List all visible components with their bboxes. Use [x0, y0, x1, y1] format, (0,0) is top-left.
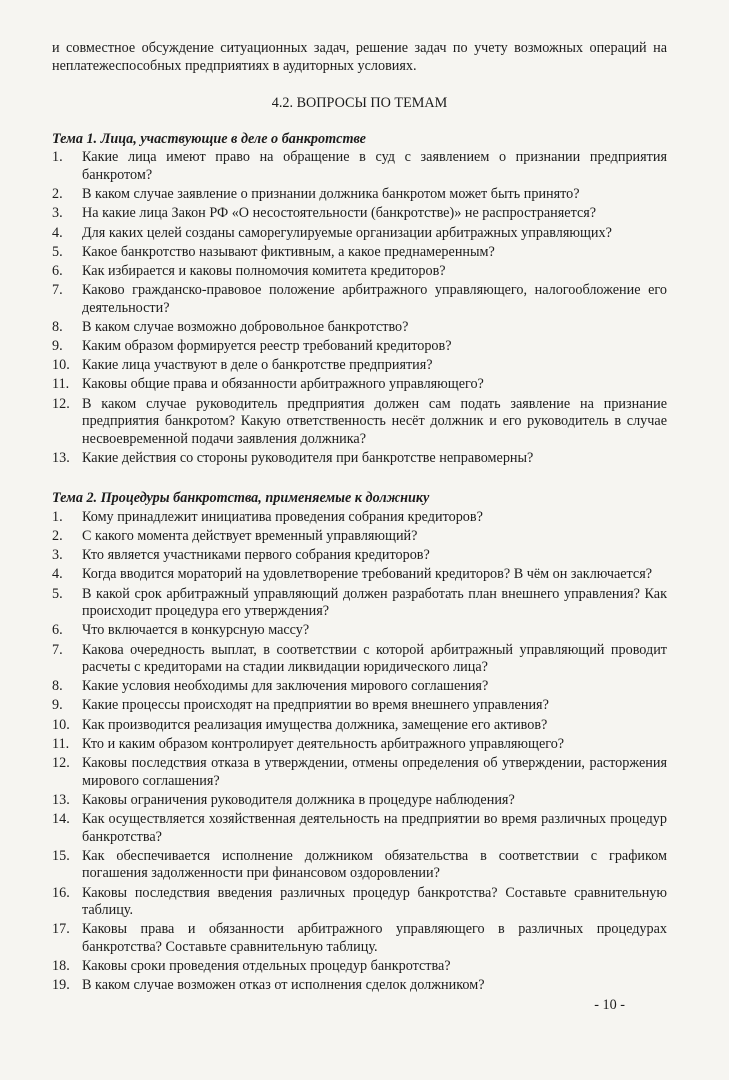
question-number: 12.	[52, 395, 70, 412]
question-number: 11.	[52, 735, 70, 752]
question-number: 10.	[52, 716, 70, 733]
question-text: Какие условия необходимы для заключения мирового соглашения?	[82, 678, 489, 695]
question-item	[52, 528, 667, 546]
question-text: В каком случае возможно добровольное банкротство?	[82, 318, 409, 335]
question-item	[52, 319, 667, 337]
topic-2	[52, 490, 667, 995]
question-item	[52, 450, 667, 468]
question-item	[52, 792, 667, 810]
question-item	[52, 205, 667, 223]
question-number: 5.	[52, 243, 63, 260]
topic-1	[52, 131, 667, 468]
spacer	[52, 469, 667, 490]
topic-2-title: Тема 2. Процедуры банкротства, применяемые к должнику	[52, 490, 430, 507]
question-text: Каковы общие права и обязанности арбитражного управляющего?	[82, 376, 484, 393]
question-text: Какие лица участвуют в деле о банкротстве предприятия?	[82, 357, 433, 374]
question-text: В каком случае возможен отказ от исполнения сделок должником?	[82, 977, 485, 994]
question-number: 4.	[52, 224, 63, 241]
question-item	[52, 566, 667, 584]
question-item	[52, 149, 667, 184]
question-item	[52, 282, 667, 317]
question-item	[52, 338, 667, 356]
question-text: Какие лица имеют право на обращение в суд с заявлением о признании предприятия банкротом?	[82, 149, 667, 183]
question-number: 3.	[52, 205, 63, 222]
question-item	[52, 697, 667, 715]
question-number: 8.	[52, 678, 63, 695]
question-number: 18.	[52, 958, 70, 975]
question-text: Каковы последствия введения различных процедур банкротства? Составьте сравнительную таблицу.	[82, 884, 667, 919]
question-text: Как избирается и каковы полномочия комитета кредиторов?	[82, 262, 446, 279]
topic-1-question-list	[52, 149, 667, 467]
question-text: Кто и каким образом контролирует деятельность арбитражного управляющего?	[82, 735, 565, 752]
topic-2-question-list	[52, 509, 667, 995]
question-text: Каковы ограничения руководителя должника в процедуре наблюдения?	[82, 791, 515, 808]
question-item	[52, 509, 667, 527]
question-number: 10.	[52, 357, 70, 374]
question-number: 12.	[52, 755, 70, 772]
question-item	[52, 244, 667, 262]
question-text: Когда вводится мораторий на удовлетворение требований кредиторов? В чём он заключается?	[82, 566, 653, 583]
question-item	[52, 225, 667, 243]
question-item	[52, 958, 667, 976]
question-text: Каковы права и обязанности арбитражного управляющего в различных процедурах банкротства? Составьте сравнительную таблицу.	[82, 921, 667, 955]
question-text: Каковы сроки проведения отдельных процедур банкротства?	[82, 958, 451, 975]
question-text: В каком случае заявление о признании должника банкротом может быть принято?	[82, 186, 580, 203]
question-text: Что включается в конкурсную массу?	[82, 622, 310, 639]
question-number: 13.	[52, 450, 70, 466]
question-text: Кто является участниками первого собрания кредиторов?	[82, 547, 430, 564]
question-text: Для каких целей созданы саморегулируемые организации арбитражных управляющих?	[82, 224, 612, 241]
question-number: 3.	[52, 547, 63, 564]
question-text: Как обеспечивается исполнение должником обязательства в соответствии с графиком погашения задолженности при финансовом оздоровлении?	[82, 847, 667, 882]
question-item	[52, 263, 667, 281]
question-item	[52, 376, 667, 394]
question-text: На какие лица Закон РФ «О несостоятельности (банкротстве)» не распространяется?	[82, 205, 597, 222]
question-text: Каким образом формируется реестр требований кредиторов?	[82, 338, 452, 355]
question-number: 2.	[52, 527, 63, 544]
question-item	[52, 755, 667, 790]
question-number: 9.	[52, 338, 63, 355]
question-item	[52, 736, 667, 754]
question-text: Как осуществляется хозяйственная деятельность на предприятии во время различных процедур банкротства?	[82, 811, 667, 845]
question-number: 7.	[52, 282, 63, 299]
question-item	[52, 622, 667, 640]
question-number: 19.	[52, 977, 70, 994]
question-item	[52, 396, 667, 449]
question-text: Какие процессы происходят на предприятии во время внешнего управления?	[82, 697, 549, 714]
question-text: В какой срок арбитражный управляющий должен разработать план внешнего управления? Как происходит процедура его утверждения?	[82, 585, 667, 620]
section-title: 4.2. ВОПРОСЫ ПО ТЕМАМ	[271, 95, 448, 112]
question-item	[52, 885, 667, 920]
question-text: Какова очередность выплат, в соответствии с которой арбитражный управляющий проводит расчеты с кредиторами на стадии ликвидации юридического лица?	[82, 641, 667, 676]
question-number: 5.	[52, 585, 63, 602]
question-number: 14.	[52, 811, 70, 827]
question-number: 13.	[52, 791, 70, 808]
question-number: 15.	[52, 847, 70, 864]
question-number: 6.	[52, 622, 63, 639]
question-text: Какое банкротство называют фиктивным, а какое преднамеренным?	[82, 243, 495, 260]
question-number: 2.	[52, 186, 63, 203]
question-number: 16.	[52, 884, 70, 901]
question-item	[52, 717, 667, 735]
question-text: Как производится реализация имущества должника, замещение его активов?	[82, 716, 548, 733]
question-number: 9.	[52, 697, 63, 714]
question-number: 6.	[52, 262, 63, 279]
question-item	[52, 547, 667, 565]
question-item	[52, 186, 667, 204]
page-number: - 10 -	[594, 997, 625, 1013]
question-number: 17.	[52, 921, 70, 938]
question-text: Какие действия со стороны руководителя при банкротстве неправомерны?	[82, 450, 534, 466]
question-item	[52, 642, 667, 677]
question-number: 1.	[52, 149, 63, 166]
question-text: Каково гражданско-правовое положение арбитражного управляющего, налогообложение его деятельности?	[82, 282, 667, 316]
question-number: 7.	[52, 641, 63, 658]
question-number: 8.	[52, 318, 63, 335]
topic-1-title: Тема 1. Лица, участвующие в деле о банкротстве	[52, 130, 366, 147]
question-item	[52, 811, 667, 846]
question-text: Кому принадлежит инициатива проведения собрания кредиторов?	[82, 508, 483, 525]
question-item	[52, 678, 667, 696]
question-number: 1.	[52, 508, 63, 525]
question-text: Каковы последствия отказа в утверждении, отмены определения об утверждении, расторжения мирового соглашения?	[82, 755, 667, 789]
question-item	[52, 586, 667, 621]
question-text: С какого момента действует временный управляющий?	[82, 527, 418, 544]
question-item	[52, 357, 667, 375]
question-number: 4.	[52, 566, 63, 583]
question-text: В каком случае руководитель предприятия должен сам подать заявление на признание предприятия банкротом? Какую ответственность несёт должник и его руководитель в случае несвоевременной подачи заявления должника?	[82, 395, 667, 447]
question-item	[52, 921, 667, 956]
question-item	[52, 977, 667, 995]
question-number: 11.	[52, 376, 70, 393]
intro-paragraph: и совместное обсуждение ситуационных задач, решение задач по учету возможных операций на неплатежеспособных предприятиях в аудиторных условиях.	[52, 40, 667, 74]
question-item	[52, 848, 667, 883]
